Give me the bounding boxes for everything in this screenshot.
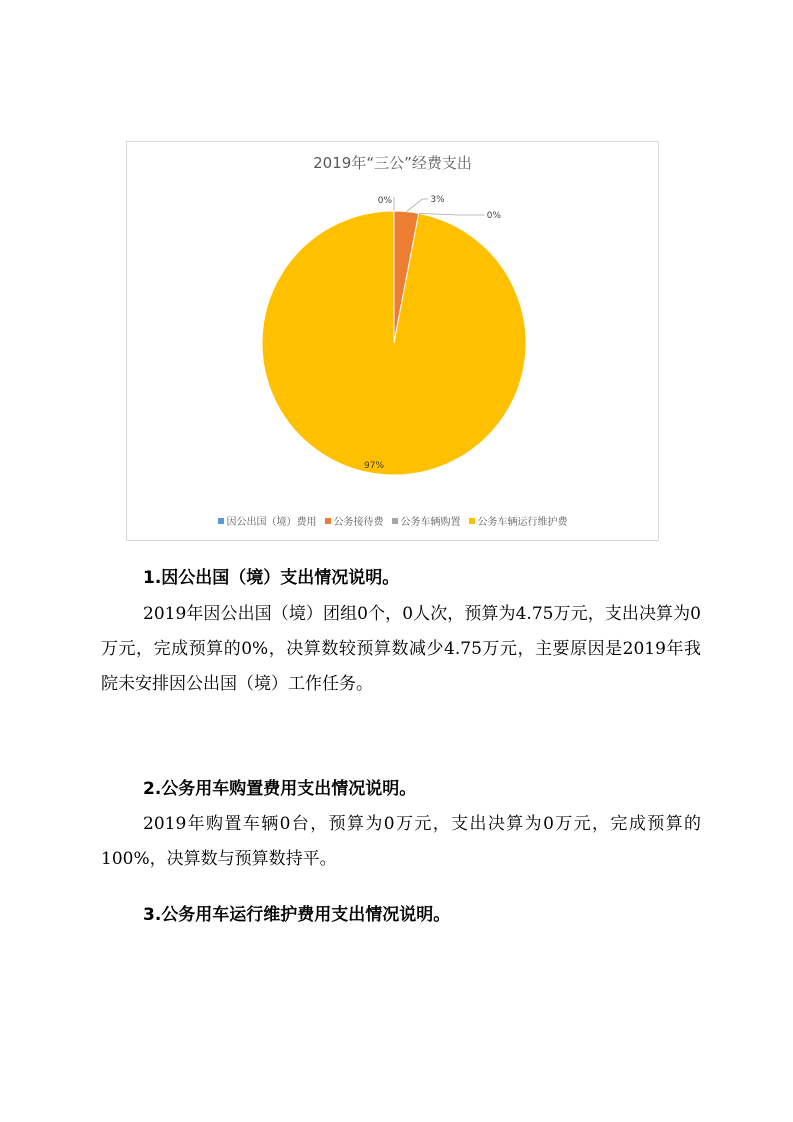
legend-label-1: 公务接待费 [333, 517, 384, 528]
pie-leader-line-1 [406, 199, 428, 212]
pie-chart [126, 141, 659, 541]
legend-item-3 [469, 513, 568, 528]
legend-swatch-3 [469, 518, 475, 524]
pie-leader-line-2 [419, 213, 485, 215]
section-heading-2: 2.公务用车购置费用支出情况说明。 [143, 779, 417, 799]
section-paragraph-2: 2019年购置车辆0台，预算为0万元，支出决算为0万元，完成预算的100%，决算数与预算数持平。 [101, 814, 701, 869]
legend-item-1 [325, 513, 384, 528]
legend-label-2: 公务车辆购置 [400, 517, 461, 528]
section-heading-3: 3.公务用车运行维护费用支出情况说明。 [143, 905, 451, 925]
pie-data-label-3: 97% [363, 461, 385, 471]
legend-item-2 [392, 513, 461, 528]
legend-label-0: 因公出国（境）费用 [226, 517, 317, 528]
pie-slice-3 [262, 211, 526, 475]
legend-swatch-2 [392, 518, 398, 524]
pie-data-label-0: 0% [377, 196, 392, 206]
section-paragraph-1: 2019年因公出国（境）团组0个，0人次，预算为4.75万元，支出决算为0万元，完成预算的0%，决算数较预算数减少4.75万元，主要原因是2019年我院未安排因公出国（境）工作任务。 [101, 604, 701, 694]
pie-data-label-1: 3% [430, 195, 445, 205]
legend-swatch-0 [218, 518, 224, 524]
chart-title: 2019年“三公”经费支出 [313, 154, 472, 172]
legend-item-0 [218, 513, 317, 528]
chart-legend [127, 513, 658, 528]
legend-swatch-1 [325, 518, 331, 524]
pie-data-label-2: 0% [486, 211, 502, 221]
section-heading-1: 1.因公出国（境）支出情况说明。 [143, 568, 400, 588]
pie-chart-svg [127, 142, 660, 542]
legend-label-3: 公务车辆运行维护费 [477, 517, 568, 528]
